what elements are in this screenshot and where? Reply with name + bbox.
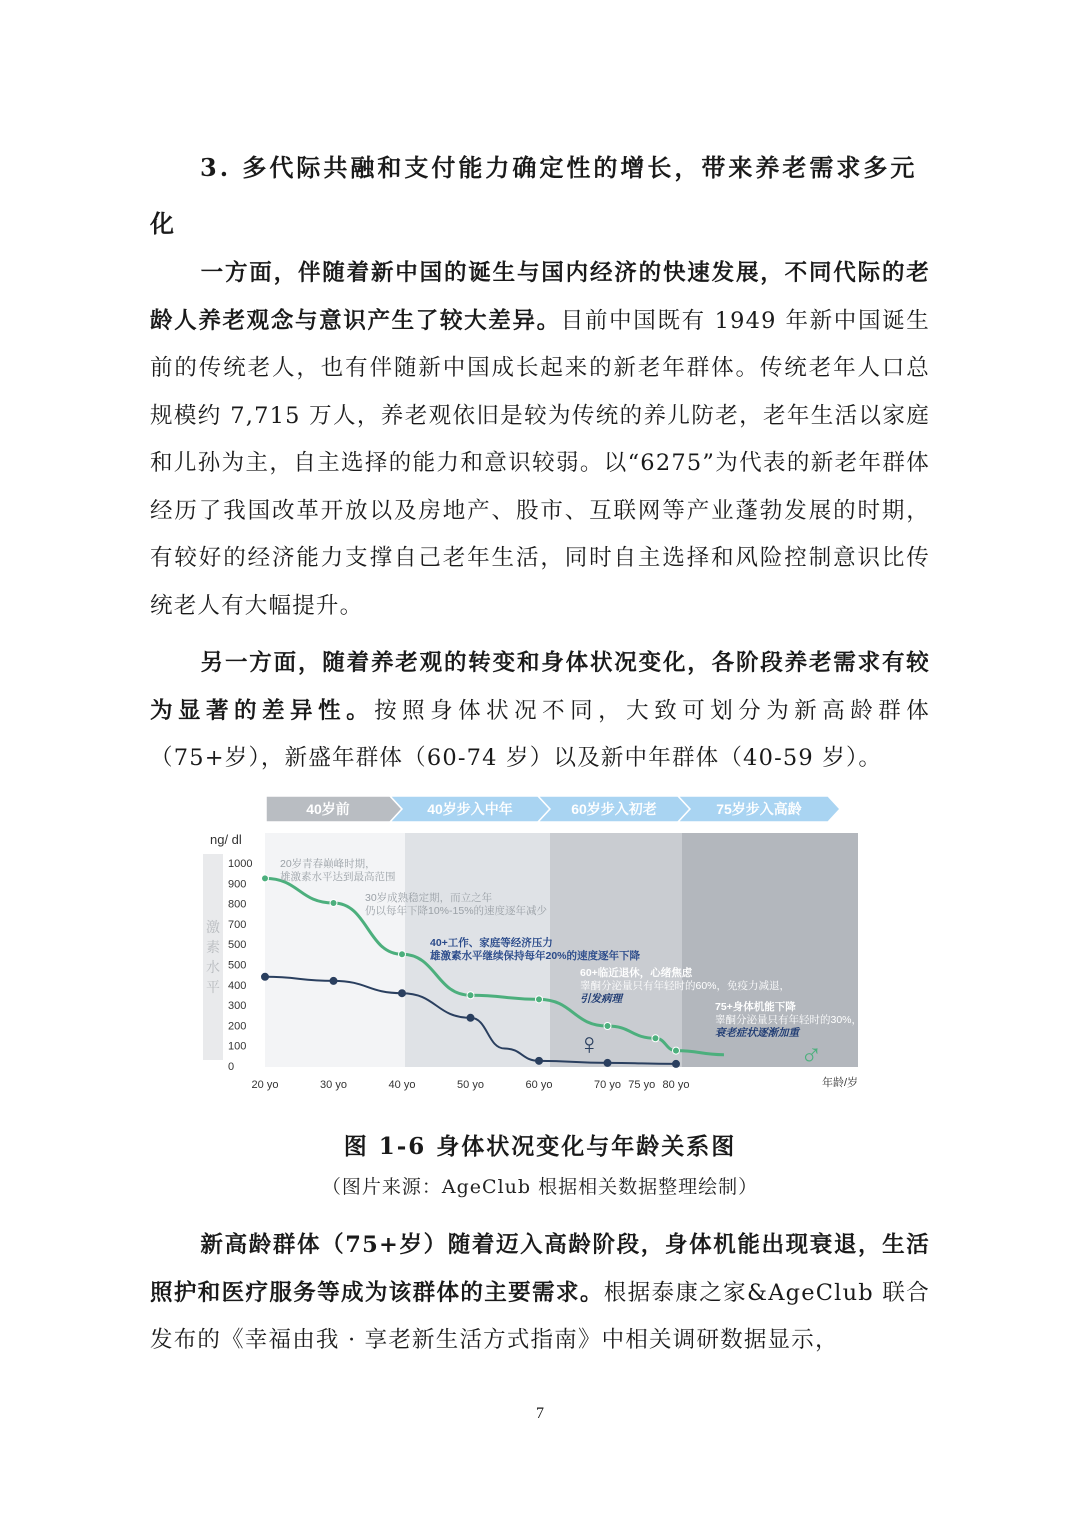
x-tick-label: 50 yo <box>457 1079 484 1091</box>
y-tick-label: 400 <box>228 979 247 992</box>
y-tick-label: 0 <box>228 1061 235 1073</box>
series-point-0 <box>262 875 269 882</box>
section-number: 3. <box>200 153 232 182</box>
stage-label-2: 60岁步入初老 <box>571 801 657 817</box>
male-symbol-icon: ♂ <box>800 1038 823 1071</box>
y-tick-label: 200 <box>228 1020 247 1033</box>
series-point-0 <box>399 951 406 958</box>
annotation-text: 引发病理 <box>580 993 622 1005</box>
series-point-1 <box>604 1059 611 1066</box>
ylabel-char: 水 <box>206 959 220 975</box>
y-tick-label: 900 <box>228 878 247 891</box>
figure-caption: 图 1-6 身体状况变化与年龄关系图 <box>343 1133 737 1160</box>
series-point-0 <box>673 1047 680 1054</box>
annotation-text: 仍以每年下降10%-15%的速度逐年减少 <box>365 905 548 917</box>
x-tick-label: 75 yo <box>628 1079 656 1091</box>
paragraph-stage-difference <box>150 640 930 783</box>
annotation-text: 20岁青春巅峰时期， <box>280 858 376 870</box>
figure-hormone-age-chart <box>200 792 880 1100</box>
annotation-text: 雄激素水平达到最高范围 <box>280 871 396 883</box>
paragraph-bold-lead: 另一方面，随着养老观的转变和身体状况变化，各阶段养老需求有较为显著的差异性。 <box>150 650 930 724</box>
paragraph-bold-lead: 一方面，伴随着新中国的诞生与国内经济的快速发展，不同代际的老龄人养老观念与意识产生了较大差异。 <box>150 260 930 334</box>
section-title: 多代际共融和支付能力确定性的增长，带来养老需求多元化 <box>150 153 918 238</box>
y-tick-label: 100 <box>228 1040 247 1053</box>
stage-label-1: 40岁步入中年 <box>427 801 513 817</box>
paragraph-generational-difference <box>150 250 930 630</box>
y-unit-label: ng/ dl <box>210 832 242 847</box>
figure-source: （图片来源：AgeClub 根据相关数据整理绘制） <box>321 1176 759 1198</box>
y-tick-label: 700 <box>228 918 247 931</box>
paragraph-bold-lead: 新高龄群体（75+岁）随着迈入高龄阶段，身体机能出现衰退，生活照护和医疗服务等成为该群体的主要需求。 <box>150 1232 930 1306</box>
page-number: 7 <box>536 1405 544 1422</box>
y-tick-label: 800 <box>228 898 247 911</box>
female-symbol-icon: ♀ <box>578 1028 601 1061</box>
y-tick-label: 1000 <box>228 858 253 870</box>
annotation-text: 60+临近退休，心绪焦虑 <box>580 967 693 979</box>
series-point-1 <box>536 1057 543 1064</box>
x-tick-label: 80 yo <box>662 1079 690 1091</box>
paragraph-body: 根据泰康之家&AgeClub 联合发布的《幸福由我 · 享老新生活方式指南》中相关调研数据显示， <box>150 1279 930 1353</box>
ylabel-strip <box>203 854 223 1060</box>
x-tick-label: 60 yo <box>525 1079 553 1091</box>
series-point-1 <box>330 977 337 984</box>
series-point-0 <box>652 1035 659 1042</box>
series-point-1 <box>467 1014 474 1021</box>
series-point-0 <box>330 900 337 907</box>
annotation-text: 40+工作、家庭等经济压力 <box>430 937 553 949</box>
paragraph-elderly-needs <box>150 1222 930 1365</box>
ylabel-char: 素 <box>206 939 220 955</box>
stage-label-3: 75岁步入高龄 <box>716 801 802 817</box>
series-point-0 <box>604 1023 611 1030</box>
annotation-text: 雄激素水平继续保持每年20%的速度逐年下降 <box>430 950 641 962</box>
x-tick-label: 70 yo <box>594 1079 621 1091</box>
series-point-1 <box>399 990 406 997</box>
annotation-text: 75+身体机能下降 <box>715 1001 796 1013</box>
paragraph-body: 目前中国既有 1949 年新中国诞生前的传统老人，也有伴随新中国成长起来的新老年群体。传统老年人口总规模约 7,715 万人，养老观依旧是较为传统的养儿防老，老年生活以家庭和儿孙为主，自主选择的能力和意识较弱。以“6275”为代表的新老年群体经历了我国改革开放以及房地产、股市、互联网等产业蓬勃发展的时期，有较好的经济能力支撑自己老年生活，同时自主选择和风险控制意识比传统老人有大幅提升。 <box>150 307 930 619</box>
ylabel-char: 激 <box>206 919 220 935</box>
series-point-0 <box>467 992 474 999</box>
y-tick-label: 500 <box>228 939 247 952</box>
ylabel-char: 平 <box>206 979 220 995</box>
y-tick-label: 300 <box>228 1000 247 1013</box>
x-axis-label: 年龄/岁 <box>822 1077 859 1089</box>
x-tick-label: 20 yo <box>251 1079 279 1091</box>
section-heading <box>150 140 930 252</box>
series-point-1 <box>673 1060 680 1067</box>
series-point-1 <box>262 973 269 980</box>
x-tick-label: 40 yo <box>388 1079 416 1091</box>
annotation-text: 30岁成熟稳定期，而立之年 <box>365 892 493 904</box>
paragraph-body: 按照身体状况不同，大致可划分为新高龄群体（75+岁），新盛年群体（60-74 岁）以及新中年群体（40-59 岁）。 <box>150 697 930 771</box>
annotation-text: 睾酮分泌量只有年轻时的30%， <box>715 1014 863 1026</box>
annotation-text: 衰老症状逐渐加重 <box>715 1027 799 1039</box>
annotation-text: 睾酮分泌量只有年轻时的60%，免疫力减退， <box>580 980 791 992</box>
series-point-0 <box>536 996 543 1003</box>
chart-svg <box>200 792 880 1100</box>
x-tick-label: 30 yo <box>320 1079 347 1091</box>
y-tick-label: 500 <box>228 959 247 972</box>
stage-label-0: 40岁前 <box>306 801 350 817</box>
